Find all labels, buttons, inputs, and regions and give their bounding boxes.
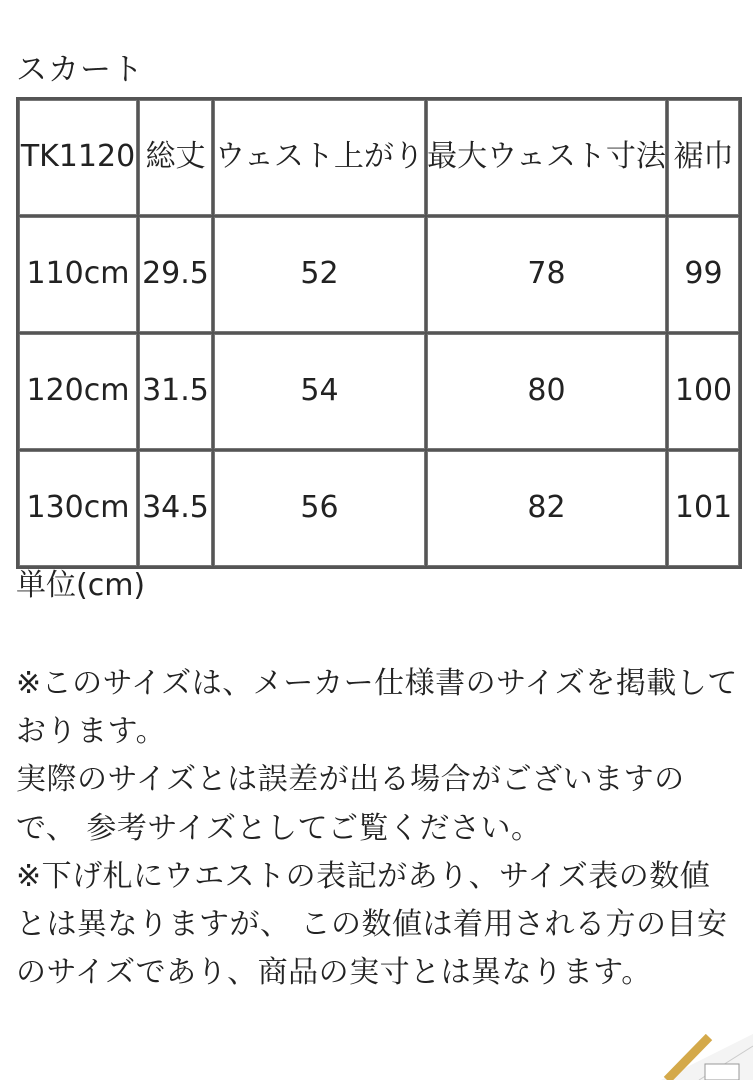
- table-cell: 110cm: [18, 216, 138, 333]
- table-cell: 99: [667, 216, 740, 333]
- table-row: [18, 450, 740, 567]
- size-table: [16, 97, 742, 569]
- table-cell: 29.5: [138, 216, 213, 333]
- table-header-row: [18, 99, 740, 216]
- table-cell: 52: [213, 216, 426, 333]
- table-cell: 100: [667, 333, 740, 450]
- table-cell: 31.5: [138, 333, 213, 450]
- size-notes: [16, 660, 740, 997]
- table-cell: 34.5: [138, 450, 213, 567]
- header-cell-max-waist: 最大ウェスト寸法: [426, 99, 667, 216]
- table-cell: 80: [426, 333, 667, 450]
- table-cell: 130cm: [18, 450, 138, 567]
- header-cell-total-length: 総丈: [138, 99, 213, 216]
- table-cell: 120cm: [18, 333, 138, 450]
- table-cell: 78: [426, 216, 667, 333]
- table-row: [18, 333, 740, 450]
- table-row: [18, 216, 740, 333]
- note-paragraph: 実際のサイズとは誤差が出る場合がございますので、 参考サイズとしてご覧ください。: [16, 762, 685, 846]
- folded-corner-icon[interactable]: [661, 1034, 753, 1080]
- section-title: スカート: [16, 52, 144, 88]
- header-cell-hem-width: 裾巾: [667, 99, 740, 216]
- unit-note: 単位(cm): [16, 568, 146, 603]
- table-cell: 56: [213, 450, 426, 567]
- table-cell: 101: [667, 450, 740, 567]
- table-cell: 54: [213, 333, 426, 450]
- note-paragraph: ※下げ札にウエストの表記があり、サイズ表の数値とは異なりますが、 この数値は着用される方の目安のサイズであり、商品の実寸とは異なります。: [16, 858, 728, 991]
- header-cell-model: TK1120: [18, 99, 138, 216]
- header-cell-waist-top: ウェスト上がり: [213, 99, 426, 216]
- note-paragraph: ※このサイズは、メーカー仕様書のサイズを掲載しております。: [16, 666, 738, 750]
- table-cell: 82: [426, 450, 667, 567]
